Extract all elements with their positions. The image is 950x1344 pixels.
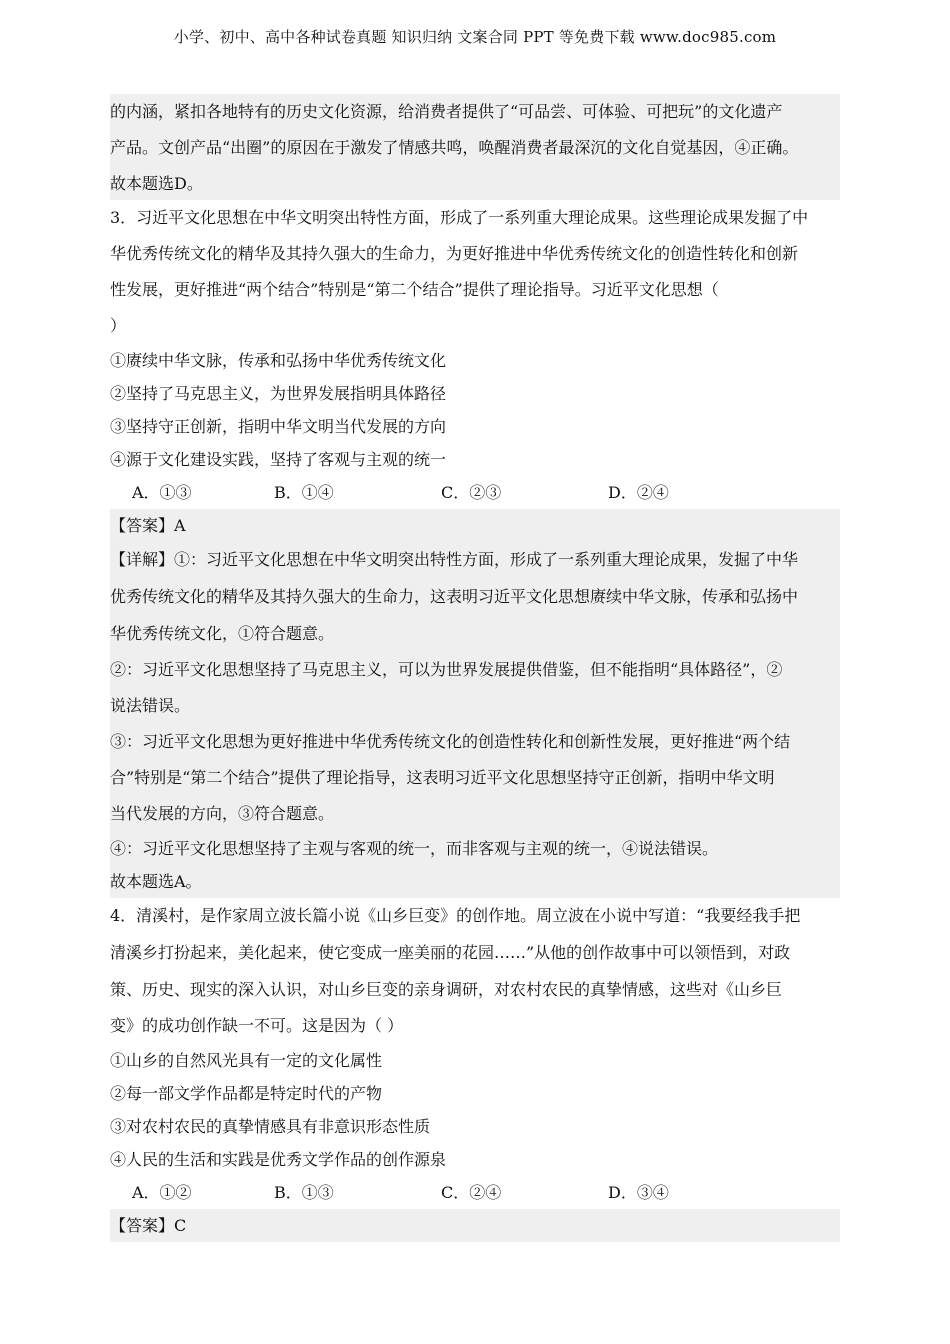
q3-detail-line: ②：习近平文化思想坚持了马克思主义，可以为世界发展提供借鉴，但不能指明“具体路径”，②: [110, 660, 783, 679]
q3-answer: 【答案】A: [110, 516, 186, 535]
question-4: [110, 898, 840, 1209]
question-3: [110, 200, 840, 509]
prev-explanation-block: [110, 94, 840, 200]
page-header: 小学、初中、高中各种试卷真题 知识归纳 文案合同 PPT 等免费下载 www.doc985.com: [173, 28, 777, 46]
prev-line: 的内涵，紧扣各地特有的历史文化资源，给消费者提供了“可品尝、可体验、可把玩”的文化遗产: [110, 102, 783, 121]
q4-answer-block: [110, 1209, 840, 1242]
q3-detail-line: 故本题选A。: [110, 872, 202, 891]
q4-choice-b: B．①③: [274, 1183, 334, 1202]
q3-detail-line: ③：习近平文化思想为更好推进中华优秀传统文化的创造性转化和创新性发展，更好推进“两个结: [110, 732, 791, 751]
document-body: [110, 94, 840, 1242]
q3-option: ②坚持了马克思主义，为世界发展指明具体路径: [110, 384, 447, 403]
q3-option: ①赓续中华文脉，传承和弘扬中华优秀传统文化: [110, 351, 447, 370]
q3-detail-line: 华优秀传统文化，①符合题意。: [110, 624, 335, 643]
q3-stem-line: 3．习近平文化思想在中华文明突出特性方面，形成了一系列重大理论成果。这些理论成果发掘了中: [110, 208, 809, 227]
q3-option: ③坚持守正创新，指明中华文明当代发展的方向: [110, 417, 447, 436]
q3-answer-block: [110, 509, 840, 898]
q3-option: ④源于文化建设实践，坚持了客观与主观的统一: [110, 450, 447, 469]
q3-stem-line: 华优秀传统文化的精华及其持久强大的生命力，为更好推进中华优秀传统文化的创造性转化和创新: [110, 244, 799, 263]
q4-stem-line: 变》的成功创作缺一不可。这是因为（ ）: [110, 1016, 404, 1035]
q3-choice-d: D．②④: [608, 483, 669, 502]
prev-line: 产品。文创产品“出圈”的原因在于激发了情感共鸣，唤醒消费者最深沉的文化自觉基因，④正确。: [110, 138, 799, 157]
q3-detail-line: 【详解】①：习近平文化思想在中华文明突出特性方面，形成了一系列重大理论成果，发掘了中华: [110, 550, 799, 569]
q4-choice-d: D．③④: [608, 1183, 669, 1202]
q4-option: ②每一部文学作品都是特定时代的产物: [110, 1084, 383, 1103]
q3-stem-line: 性发展，更好推进“两个结合”特别是“第二个结合”提供了理论指导。习近平文化思想（: [110, 280, 719, 299]
q4-stem-line: 策、历史、现实的深入认识，对山乡巨变的亲身调研，对农村农民的真挚情感，这些对《山乡巨: [110, 980, 783, 999]
q4-option: ④人民的生活和实践是优秀文学作品的创作源泉: [110, 1150, 447, 1169]
q3-choice-c: C．②③: [441, 483, 502, 502]
q3-choice-b: B．①④: [274, 483, 334, 502]
q3-detail-line: 当代发展的方向，③符合题意。: [110, 804, 335, 823]
q3-choice-a: A．①③: [132, 483, 192, 502]
q4-choices: [110, 1176, 840, 1209]
q3-detail-line: 说法错误。: [110, 696, 191, 715]
q4-stem-line: 4．清溪村，是作家周立波长篇小说《山乡巨变》的创作地。周立波在小说中写道：“我要经我手把: [110, 906, 801, 925]
q4-choice-a: A．①②: [132, 1183, 192, 1202]
q4-answer: 【答案】C: [110, 1216, 187, 1235]
q4-option: ③对农村农民的真挚情感具有非意识形态性质: [110, 1117, 431, 1136]
q4-stem-line: 清溪乡打扮起来，美化起来，使它变成一座美丽的花园……”从他的创作故事中可以领悟到，对政: [110, 943, 791, 962]
prev-line: 故本题选D。: [110, 174, 203, 193]
q3-detail-line: ④：习近平文化思想坚持了主观与客观的统一，而非客观与主观的统一，④说法错误。: [110, 839, 719, 858]
q3-stem-line: ）: [110, 316, 127, 335]
q3-detail-line: 优秀传统文化的精华及其持久强大的生命力，这表明习近平文化思想赓续中华文脉，传承和弘扬中: [110, 587, 799, 606]
q3-detail-line: 合”特别是“第二个结合”提供了理论指导，这表明习近平文化思想坚持守正创新，指明中华文明: [110, 768, 775, 787]
q4-choice-c: C．②④: [441, 1183, 502, 1202]
q3-choices: [110, 476, 840, 509]
q4-option: ①山乡的自然风光具有一定的文化属性: [110, 1051, 383, 1070]
